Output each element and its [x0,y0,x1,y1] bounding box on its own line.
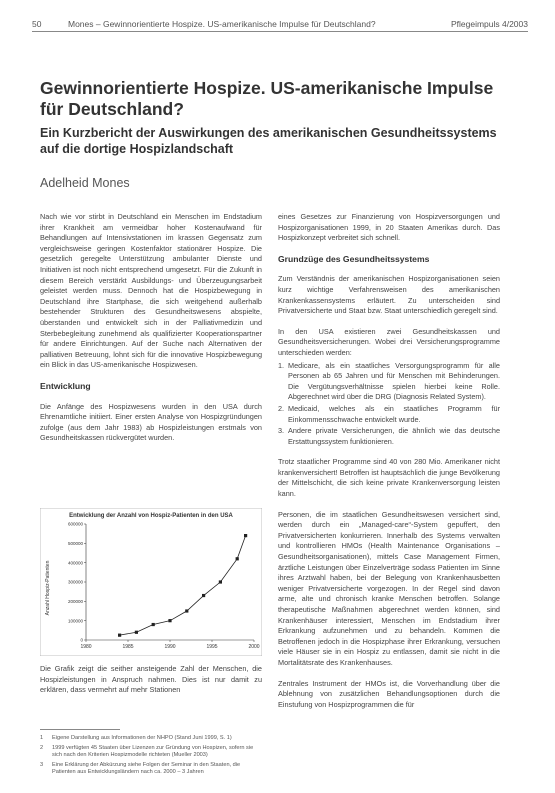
x-tick-label: 2000 [248,644,260,650]
chart-title: Entwicklung der Anzahl von Hospiz-Patienten in den USA [69,513,233,519]
running-title: Mones – Gewinnorientierte Hospize. US-amerikanische Impulse für Deutschland? [68,19,376,29]
footnotes [40,735,262,779]
paragraph: Trotz staatlicher Programme sind 40 von 280 Mio. Amerikaner nicht krankenversichert! Betroffen ist hauptsächlich die junge Bevölkerung der Mittelschicht, die sich keine private Krankenversorgung leisten kann. [278,457,500,499]
data-point [202,594,205,597]
section-paragraph: Die Anfänge des Hospizwesens wurden in den USA durch Ehrenamtliche initiiert. Einer ersten Analyse von Hospizgründungen zufolge (aus dem Jahr 1983) ab Hospizleistungen erstmals von Gesundheitskassen rückvergütet wurden. [40,401,262,443]
data-point [118,634,121,637]
y-tick-label: 600000 [67,521,83,527]
header-rule [32,31,528,32]
footnote: 2 1999 verfügten 45 Staaten über Lizenzen zur Gründung von Hospizen, sofern sie sich nach den Kriterien Hospizmodelle richteten (Mueller 2003) [40,744,254,759]
y-tick-label: 300000 [67,579,83,585]
list-item: 3. Andere private Versicherungen, die ähnlich wie das deutsche Erstattungssystem funktionieren. [278,426,500,446]
y-tick-label: 0 [80,637,83,643]
y-tick-label: 100000 [67,618,83,624]
article-subtitle: Ein Kurzbericht der Auswirkungen des amerikanischen Gesundheitssystems auf die dortige Hospizlandschaft [40,126,497,156]
article-title: Gewinnorientierte Hospize. US-amerikanische Impulse für Deutschland? [40,78,494,119]
data-point [152,623,155,626]
paragraph: In den USA existieren zwei Gesundheitskassen und Gesundheitsversicherungen. Wobei drei Versicherungsprogramme unterschieden werden: [278,326,500,357]
x-tick-label: 1995 [206,644,218,650]
x-tick-label: 1990 [164,644,176,650]
y-tick-label: 500000 [67,540,83,546]
footnote-rule [40,729,120,730]
x-tick-label: 1980 [80,644,92,650]
list-item: 2. Medicaid, welches als ein staatliches Programm für Einkommensschwache entwickelt wurde. [278,403,500,424]
data-point [236,557,239,560]
list-item: 1. Medicare, als ein staatliches Versorgungsprogramm für alle Personen ab 65 Jahren und für Menschen mit Behinderungen. Die Vergütungsverhältnisse spielen hierbei keine Rolle. Abgerechnet wird über die DRG (Diagnosis Related System). [278,360,500,402]
data-point [135,631,138,634]
section-heading: Entwicklung [40,380,91,391]
left-column [40,212,262,454]
data-point [219,580,222,583]
y-tick-label: 400000 [67,560,83,566]
chart-y-label: Anzahl Hospiz-Patienten [45,560,51,616]
chart-svg [40,508,262,656]
author-name: Adelheid Mones [40,176,130,190]
footnote: 1 Eigene Darstellung aus Informationen der NHPO (Stand Juni 1999, S. 1) [40,735,232,741]
paragraph: Personen, die im staatlichen Gesundheitswesen versichert sind, werden durch ein „Managed-care“-System gepuffert, den Privatversicherten konkurrieren. Innerhalb des Systems verwalten und kontrollieren HMOs (Health Maintenance Organisations – Gesundheitsorganisationen), mittels Case Management Firmen, ärztliche Leistungen über Einzelverträge sodass Patienten im Sinne ihres Arztwahl haben, bei der Belegung von Krankenhausbetten weniger Privatversicherte vorgezogen. In der Regel sind davon arme, alte und chronisch kranke Menschen betroffen. Solange therapeutische Maßnahmen abgerechnet werden können, sind Krankenhäuser interessiert, Menschen im Endstadium ihrer Erkrankung aufzunehmen und zu behandeln. Kommen die Betroffenen jedoch in die Hospizphase ihrer Erkrankung, versuchen viele Häuser sie in ein Hospiz zu entlassen, damit sie nicht in die Mortalitätsrate des Krankenhauses. [278,509,500,667]
data-point [168,619,171,622]
intro-paragraph: Nach wie vor stirbt in Deutschland ein Menschen im Endstadium ihrer Krankheit am vermeidbar hoher Kostenaufwand für Behandlungen auf Intensivstationen im krassen Gegensatz zum vergleichsweise geringen Kostenfaktor stationärer Hospize. Die gesetzlich geregelte Unterstützung ambulanter Dienste und Initiativen ist noch nicht entsprechend umgesetzt. Für die Zukunft in diesem Bereich verstärkt Ausbildungs- und Überzeugungsarbeit geleistet werden muss. Dennoch hat die Hospizbewegung in Deutschland ihre Startphase, die sich weitgehend außerhalb bestehender Strukturen des Gesundheitswesens abspielte, überstanden und entwickelt sich in der Palliativmedizin und Sterbebegleitung zunehmend als qualifizierter Kooperationspartner für andere Einrichtungen. Auf der Suche nach Alternativen der palliativen Betreuung, lohnt sich für die innovative Hospizbewegung ein Blick in das US-amerikanische Hospizwesen. [40,212,262,370]
paragraph: Zum Verständnis der amerikanischen Hospizorganisationen seien kurz wichtige Verfahrensweisen des amerikanischen Krankenkassensystems erläutert. Zu unterscheiden sind Privatversicherte und Staat bzw. Staat unterschiedlich geregelt sind. [278,274,500,316]
chart-caption: Die Grafik zeigt die seither ansteigende Zahl der Menschen, die Hospizleistungen in Anspruch nahmen. Dies ist nur damit zu erklären, dass vermehrt auf mehr Stationen [40,664,262,695]
y-tick-label: 200000 [67,598,83,604]
x-tick-label: 1985 [122,644,134,650]
footnote: 3 Eine Erklärung der Abkürzung siehe Folgen der Seminar in den Staaten, die Patienten aus Entwicklungsländern nach ca. 2000 – 3 Jahren [40,761,241,776]
right-column [278,212,500,720]
data-point [185,609,188,612]
right-intro-paragraph: eines Gesetzes zur Finanzierung von Hospizversorgungen und Hospizorganisationen 1999, in 20 Staaten Amerikas durch. Das Hospizkonzept verbreitet sich schnell. [278,212,500,243]
patient-chart [40,508,262,728]
paragraph: Zentrales Instrument der HMOs ist, die Vorverhandlung über die Ablehnung von zusätzlichen Behandlungsoptionen durch die Einstufung von Hospizprogrammen die für [278,678,500,709]
data-point [244,534,247,537]
page-number: 50 [32,19,42,29]
journal-name: Pflegeimpuls 4/2003 [450,19,528,29]
section-heading-health-system: Grundzüge des Gesundheitssystems [278,253,430,264]
